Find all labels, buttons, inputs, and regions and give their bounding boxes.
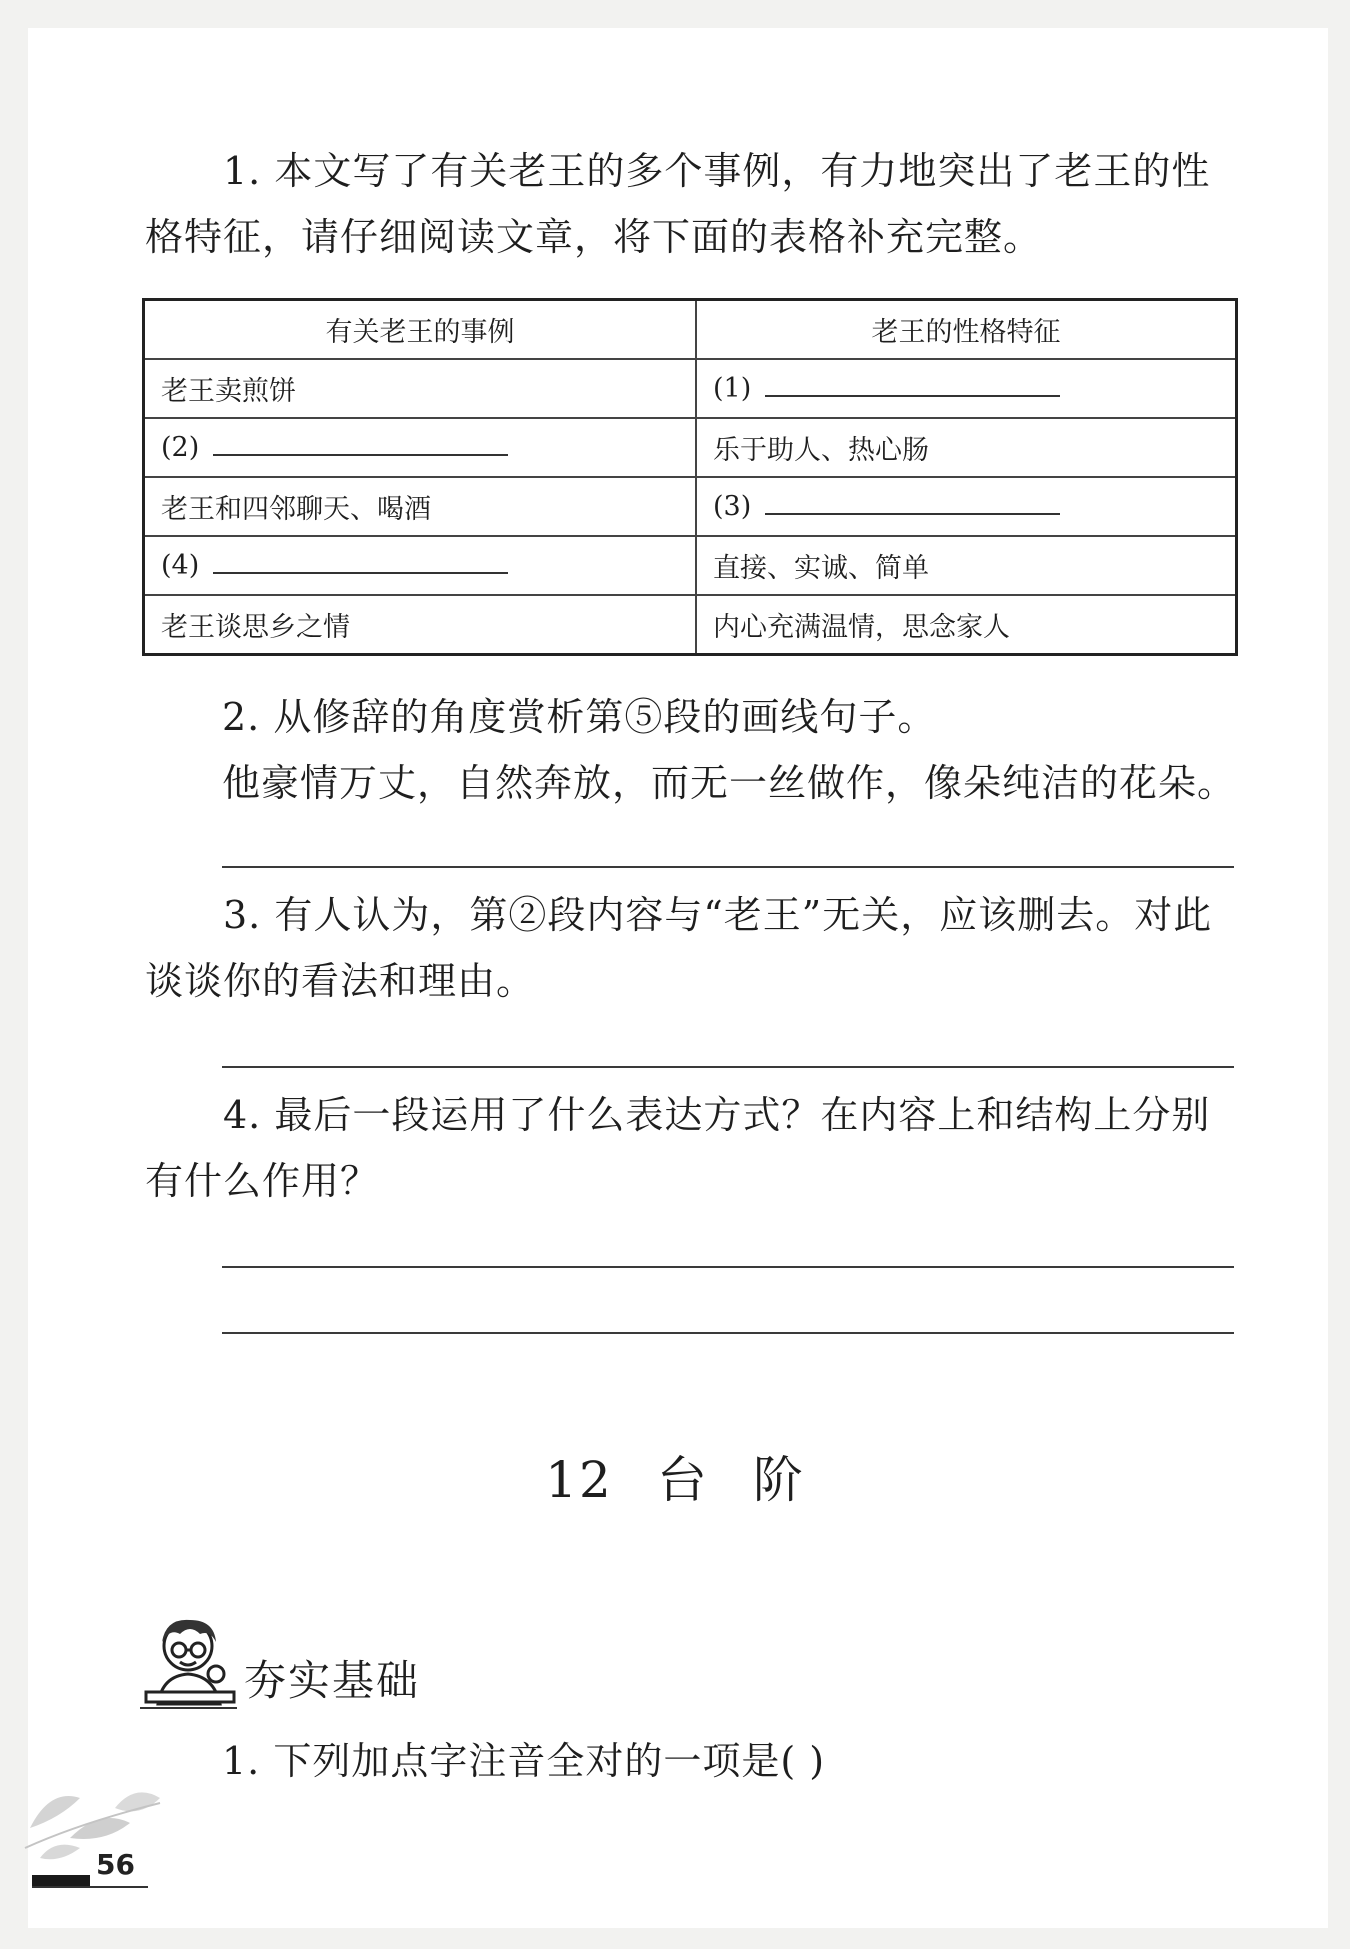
table-cell: 老王卖煎饼	[144, 359, 697, 418]
question-4-text: 4. 最后一段运用了什么表达方式？在内容上和结构上分别有什么作用？	[145, 1093, 1211, 1203]
question-2-text: 2. 从修辞的角度赏析第⑤段的画线句子。	[222, 695, 937, 739]
question-2-quote: 他豪情万丈，自然奔放，而无一丝做作，像朵纯洁的花朵。	[222, 761, 1237, 805]
fill-in-blank[interactable]	[765, 493, 1060, 515]
table-cell[interactable]	[144, 418, 697, 477]
chapter-title-char: 台	[656, 1451, 709, 1509]
fill-in-blank[interactable]	[765, 375, 1060, 397]
leaf-decoration-icon	[20, 1768, 170, 1868]
answer-line[interactable]	[222, 1066, 1234, 1068]
answer-table	[142, 298, 1238, 656]
reading-teacher-icon	[140, 1612, 240, 1708]
table-row	[144, 595, 1237, 655]
blank-label: (3)	[713, 491, 752, 522]
blank-label: (4)	[161, 550, 200, 581]
section-underline	[140, 1707, 237, 1709]
table-cell: 老王谈思乡之情	[144, 595, 697, 655]
fill-in-blank[interactable]	[213, 552, 508, 574]
table-row	[144, 359, 1237, 418]
answer-line[interactable]	[222, 1266, 1234, 1268]
blank-label: (1)	[713, 373, 752, 404]
section-heading	[140, 1612, 540, 1712]
chapter-title-char: 阶	[752, 1451, 805, 1509]
table-row	[144, 477, 1237, 536]
page-number-underline	[32, 1886, 148, 1888]
table-cell[interactable]	[144, 536, 697, 595]
table-row	[144, 536, 1237, 595]
table-header-row	[144, 300, 1237, 360]
question-3-text: 3. 有人认为，第②段内容与“老王”无关，应该删去。对此谈谈你的看法和理由。	[145, 893, 1213, 1003]
chapter-title	[0, 1440, 1350, 1512]
answer-line[interactable]	[222, 866, 1234, 868]
section-label: 夯实基础	[244, 1656, 421, 1705]
table-header-cell: 老王的性格特征	[696, 300, 1237, 360]
fill-in-blank[interactable]	[213, 434, 508, 456]
page-number: 56	[96, 1848, 135, 1881]
chapter-number: 12	[545, 1451, 613, 1509]
table-cell: 直接、实诚、简单	[696, 536, 1237, 595]
question-5-text: 1. 下列加点字注音全对的一项是( )	[222, 1739, 826, 1783]
table-cell: 老王和四邻聊天、喝酒	[144, 477, 697, 536]
question-1-text: 1. 本文写了有关老王的多个事例，有力地突出了老王的性格特征，请仔细阅读文章，将下面的表格补充完整。	[145, 149, 1211, 259]
table-header-cell: 有关老王的事例	[144, 300, 697, 360]
blank-label: (2)	[161, 432, 200, 463]
table-cell[interactable]	[696, 477, 1237, 536]
table-row	[144, 418, 1237, 477]
table-cell: 乐于助人、热心肠	[696, 418, 1237, 477]
table-cell[interactable]	[696, 359, 1237, 418]
answer-line[interactable]	[222, 1332, 1234, 1334]
table-cell: 内心充满温情，思念家人	[696, 595, 1237, 655]
